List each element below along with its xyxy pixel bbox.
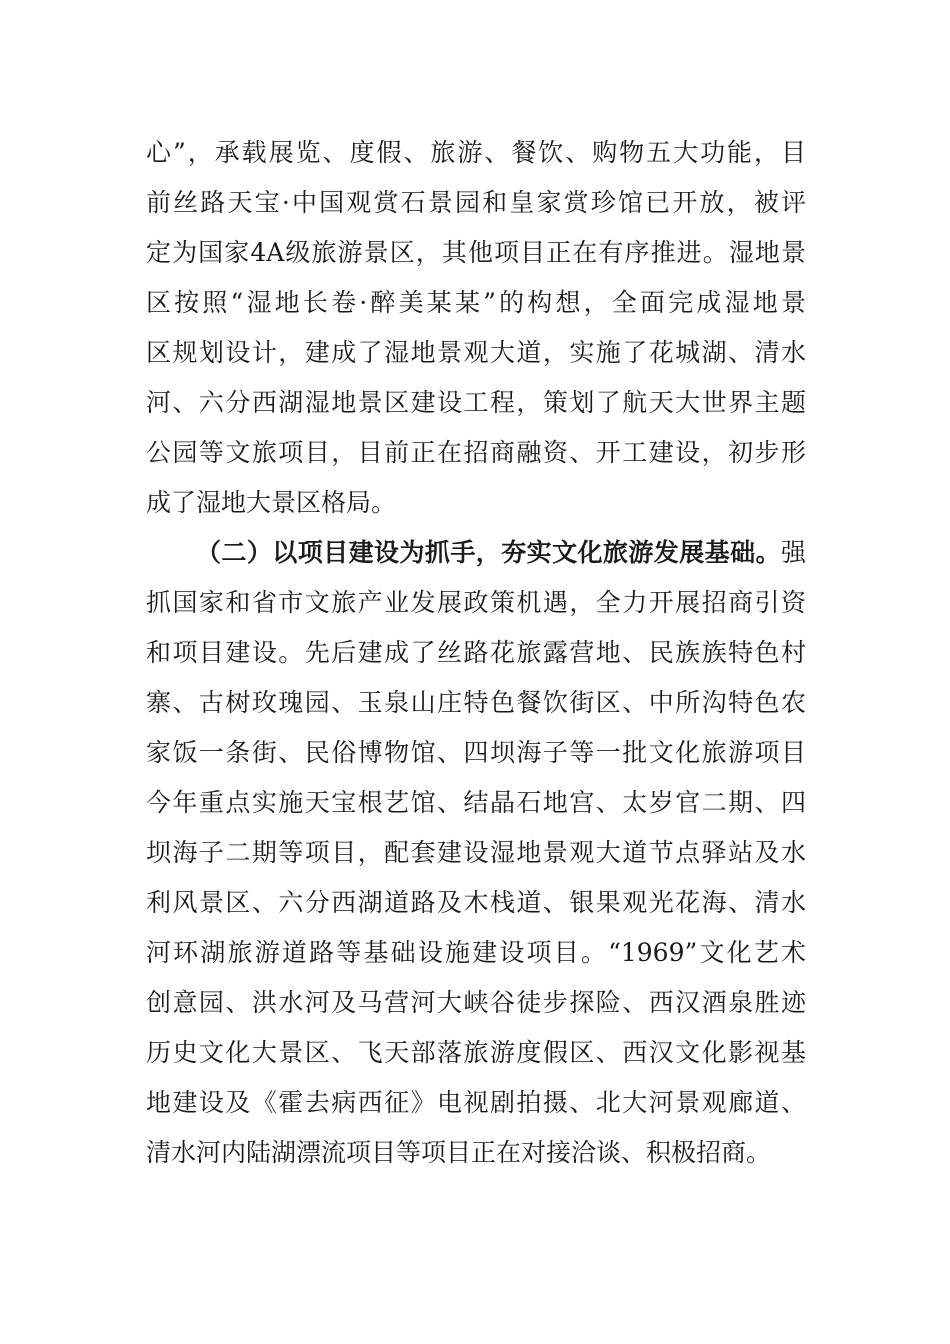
paragraph-line: 地建设及《霍去病西征》电视剧拍摄、北大河景观廊道、 (146, 1088, 806, 1117)
paragraph-line: 家饭一条街、民俗博物馆、四坝海子等一批文化旅游项目 (146, 738, 806, 767)
paragraph-1 (146, 128, 806, 528)
paragraph-line: 创意园、洪水河及马营河大峡谷徒步探险、西汉酒泉胜迹 (146, 988, 806, 1017)
paragraph-line: 公园等文旅项目，目前正在招商融资、开工建设，初步形 (146, 438, 806, 467)
paragraph-2 (146, 528, 806, 1178)
paragraph-line: 成了湿地大景区格局。 (146, 488, 397, 517)
paragraph-line: 坝海子二期等项目，配套建设湿地景观大道节点驿站及水 (146, 838, 806, 867)
paragraph-line: 区按照“湿地长卷·醉美某某”的构想，全面完成湿地景 (146, 288, 806, 317)
paragraph-line: 今年重点实施天宝根艺馆、结晶石地宫、太岁官二期、四 (146, 788, 806, 817)
paragraph-line: 定为国家4A级旅游景区，其他项目正在有序推进。湿地景 (146, 238, 806, 267)
paragraph-line: 前丝路天宝·中国观赏石景园和皇家赏珍馆已开放，被评 (146, 188, 806, 217)
paragraph-line: 利风景区、六分西湖道路及木栈道、银果观光花海、清水 (146, 888, 806, 917)
paragraph-line: 和项目建设。先后建成了丝路花旅露营地、民族族特色村 (146, 638, 806, 667)
paragraph-line: 抓国家和省市文旅产业发展政策机遇，全力开展招商引资 (146, 588, 806, 617)
section-heading-line (146, 528, 806, 578)
section-heading: （二）以项目建设为抓手，夯实文化旅游发展基础。 (196, 538, 781, 567)
paragraph-line: 寨、古树玫瑰园、玉泉山庄特色餐饮街区、中所沟特色农 (146, 688, 806, 717)
paragraph-line: 历史文化大景区、飞天部落旅游度假区、西汉文化影视基 (146, 1038, 806, 1067)
paragraph-line: 区规划设计，建成了湿地景观大道，实施了花城湖、清水 (146, 338, 806, 367)
paragraph-line: 清水河内陆湖漂流项目等项目正在对接洽谈、积极招商。 (146, 1138, 772, 1167)
paragraph-line: 河、六分西湖湿地景区建设工程，策划了航天大世界主题 (146, 388, 806, 417)
paragraph-line: 河环湖旅游道路等基础设施建设项目。“1969”文化艺术 (146, 938, 806, 967)
paragraph-line: 心”，承载展览、度假、旅游、餐饮、购物五大功能，目 (146, 138, 806, 167)
heading-line-continuation: 强 (780, 538, 806, 567)
